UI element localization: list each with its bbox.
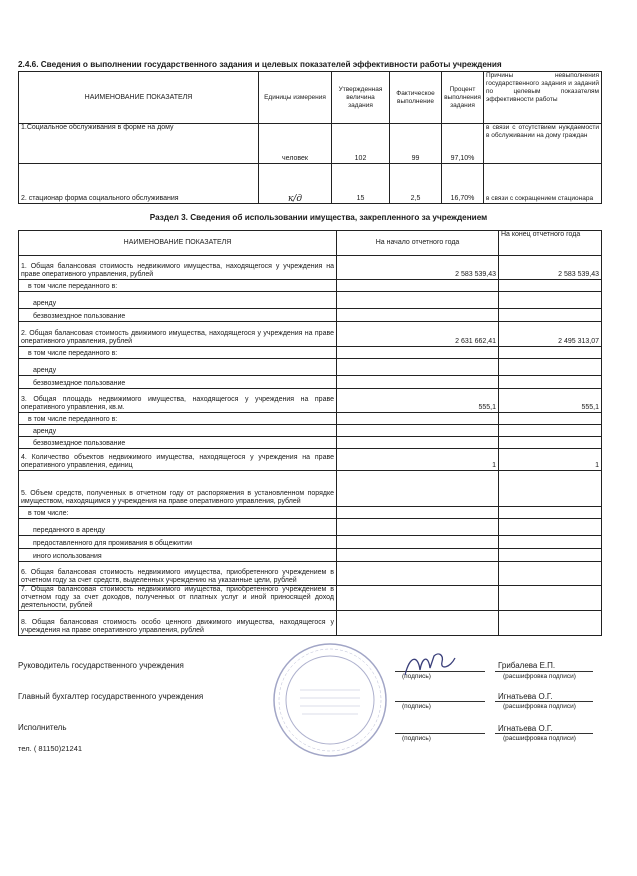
row-end-value [499,413,602,425]
row-name: аренду [19,359,337,376]
row-end-value [499,347,602,359]
row-name: аренду [19,292,337,309]
table-row [19,389,602,413]
property-header-row [19,231,602,256]
table-row [19,437,602,449]
row-name: 2. Общая балансовая стоимость движимого имущества, находящегося у учреждения на праве оперативного управления, рублей [19,322,337,347]
row-start-value [337,425,499,437]
row-start-value [337,413,499,425]
head-decode-caption: (расшифровка подписи) [503,673,576,680]
row-start-value [337,549,499,562]
row-start-value [337,519,499,536]
row-start-value [337,536,499,549]
row-start-value [337,309,499,322]
accountant-decode-caption: (расшифровка подписи) [503,703,576,710]
row-percent: 16,70% [442,164,484,204]
row-end-value [499,425,602,437]
row-end-value [499,611,602,636]
row-name: в том числе переданного в: [19,280,337,292]
row-approved: 102 [332,124,390,164]
row-unit: к/д [259,164,332,204]
row-end-value: 2 495 313,07 [499,322,602,347]
row-percent: 97,10% [442,124,484,164]
section-title: 2.4.6. Сведения о выполнении государственного задания и целевых показателей эффективности работы учреждения [18,60,502,69]
header-reasons: Причины невыполнения государственного задания и заданий по целевым показателям эффективности работы [484,72,602,124]
table-row [19,611,602,636]
row-end-value [499,292,602,309]
table-row [19,164,602,204]
executor-decode-caption: (расшифровка подписи) [503,735,576,742]
header-actual: Фактическое выполнение [390,72,442,124]
row-name: 4. Количество объектов недвижимого имущества, находящегося у учреждения на праве оперативного управления, единиц [19,449,337,471]
row-name: 1. Общая балансовая стоимость недвижимого имущества, находящегося у учреждения на праве оперативного управления, рублей [19,256,337,280]
row-name: безвозмездное пользование [19,437,337,449]
row-start-value [337,562,499,586]
table-row [19,309,602,322]
header-unit: Единицы измерения [259,72,332,124]
row-name: аренду [19,425,337,437]
row-end-value [499,437,602,449]
row-end-value [499,549,602,562]
table-row [19,536,602,549]
executor-sign-caption: (подпись) [402,735,431,742]
row-name: в том числе переданного в: [19,347,337,359]
row-end-value [499,536,602,549]
row-name: 1.Социальное обслуживания в форме на дому [19,124,259,164]
accountant-name: Игнатьева О.Г. [498,692,553,701]
table-row [19,449,602,471]
official-stamp [270,640,390,760]
row-name: безвозмездное пользование [19,309,337,322]
row-start-value: 2 583 539,43 [337,256,499,280]
table-row [19,562,602,586]
executor-name: Игнатьева О.Г. [498,724,553,733]
row-end-value [499,586,602,611]
row-start-value [337,347,499,359]
table-row [19,586,602,611]
row-name: 8. Общая балансовая стоимость особо ценного движимого имущества, находящегося у учреждения на праве оперативного управления, рублей [19,611,337,636]
row-end-value [499,519,602,536]
row-name: переданного в аренду [19,519,337,536]
row-name: безвозмездное пользование [19,376,337,389]
row-reason: в связи с отсутствием нуждаемости в обслуживании на дому граждан [484,124,602,164]
table-row [19,413,602,425]
table-row [19,347,602,359]
row-approved: 15 [332,164,390,204]
row-start-value [337,376,499,389]
accountant-sign-caption: (подпись) [402,703,431,710]
table-row [19,549,602,562]
table-row [19,322,602,347]
row-name: 7. Общая балансовая стоимость недвижимого имущества, приобретенного учреждением в отчетном году за счет доходов, полученных от платных услуг и иной приносящей доход деятельности, рублей [19,586,337,611]
accountant-title: Главный бухгалтер государственного учреждения [18,692,204,701]
row-reason: в связи с сокращением стационара [484,164,602,204]
row-end-value [499,280,602,292]
row-name: 2. стационар форма социального обслуживания [19,164,259,204]
row-name: 6. Общая балансовая стоимость недвижимого имущества, приобретенного учреждением в отчетном году за счет средств, выделенных учреждению на указанные цели, рублей [19,562,337,586]
table-row [19,425,602,437]
row-name: предоставленного для проживания в общежитии [19,536,337,549]
row-unit: человек [259,124,332,164]
table-row [19,124,602,164]
table-row [19,359,602,376]
row-name: в том числе: [19,507,337,519]
row-name: 3. Общая площадь недвижимого имущества, находящегося у учреждения на праве оперативного управления, кв.м. [19,389,337,413]
property-table [18,230,602,636]
row-end-value: 2 583 539,43 [499,256,602,280]
table-row [19,280,602,292]
row-end-value: 1 [499,449,602,471]
row-end-value [499,376,602,389]
row-start-value: 2 631 662,41 [337,322,499,347]
row-actual: 99 [390,124,442,164]
table-row [19,507,602,519]
row-start-value: 1 [337,449,499,471]
row-start-value: 555,1 [337,389,499,413]
header-name: НАИМЕНОВАНИЕ ПОКАЗАТЕЛЯ [19,231,337,256]
head-name: Грибалева Е.П. [498,661,556,670]
row-end-value [499,359,602,376]
row-end-value [499,309,602,322]
table-row [19,519,602,536]
head-sign-caption: (подпись) [402,673,431,680]
header-approved: Утвержденная величина задания [332,72,390,124]
table-row [19,256,602,280]
row-start-value [337,280,499,292]
row-name: 5. Объем средств, полученных в отчетном году от распоряжения в установленном порядке имуществом, находящимся у учреждения на праве оперативного управления, рублей [19,471,337,507]
header-percent: Процент выполнения задания [442,72,484,124]
signature-scribble [400,650,460,680]
row-start-value [337,359,499,376]
row-start-value [337,437,499,449]
row-end-value: 555,1 [499,389,602,413]
table-row [19,376,602,389]
assignment-table [18,71,602,204]
section3-title: Раздел 3. Сведения об использовании имущества, закрепленного за учреждением [149,213,488,222]
row-start-value [337,471,499,507]
executor-title: Исполнитель [18,723,67,732]
row-actual: 2,5 [390,164,442,204]
row-end-value [499,507,602,519]
table-row [19,292,602,309]
row-start-value [337,507,499,519]
header-start: На начало отчетного года [337,231,499,256]
row-start-value [337,611,499,636]
table-row [19,471,602,507]
row-name: иного использования [19,549,337,562]
row-start-value [337,586,499,611]
header-name: НАИМЕНОВАНИЕ ПОКАЗАТЕЛЯ [19,72,259,124]
row-end-value [499,562,602,586]
head-title: Руководитель государственного учреждения [18,661,184,670]
phone: тел. ( 81150)21241 [18,744,83,753]
row-end-value [499,471,602,507]
assignment-header-row [19,72,602,124]
row-name: в том числе переданного в: [19,413,337,425]
row-start-value [337,292,499,309]
header-end: На конец отчетного года [499,231,602,256]
